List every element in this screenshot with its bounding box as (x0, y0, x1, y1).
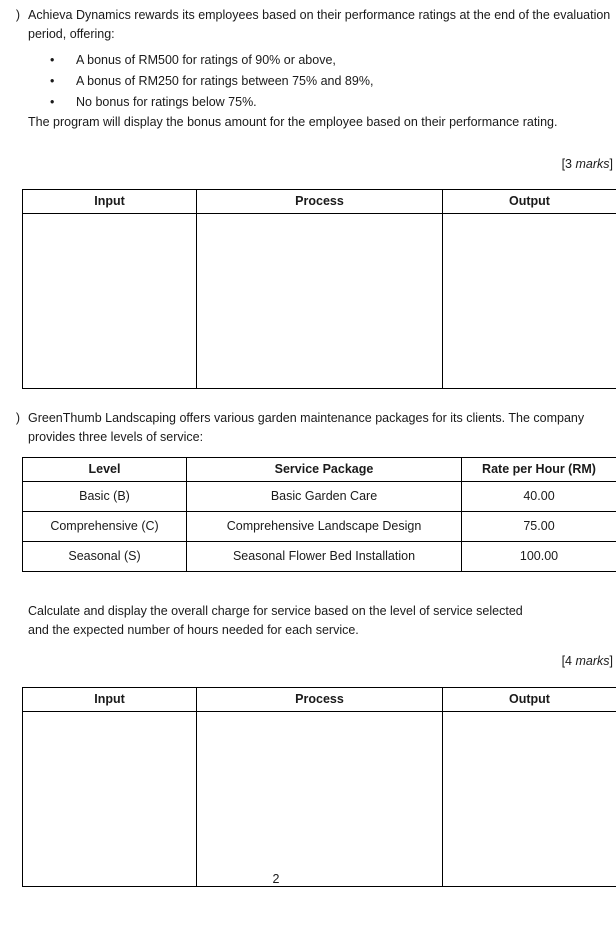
marks-close: ] (609, 157, 613, 171)
table-row (23, 542, 616, 572)
table-row (23, 482, 616, 512)
question-2-closing-body (28, 602, 614, 640)
question-2-body (28, 409, 614, 447)
cell-level: Basic (B) (23, 482, 187, 512)
page-number: 2 (272, 872, 280, 886)
list-item (28, 50, 614, 71)
list-item (28, 71, 614, 92)
list-item (28, 92, 614, 113)
marks-word: marks (575, 654, 610, 668)
table-row (23, 214, 616, 389)
question-1-marks (562, 155, 613, 174)
question-2-intro: GreenThumb Landscaping offers various garden maintenance packages for its clients. The company provides three levels of service: (28, 411, 585, 444)
marks-word: marks (575, 157, 610, 171)
table-row (23, 512, 616, 542)
ipo-table-2 (22, 687, 616, 887)
bullet-icon: • (50, 95, 55, 109)
question-2-closing-line-1: Calculate and display the overall charge for service based on the level of service selected (28, 604, 523, 618)
answer-cell-output[interactable] (443, 712, 616, 887)
answer-cell-process[interactable] (197, 214, 443, 389)
service-package-table (22, 457, 616, 572)
cell-package: Basic Garden Care (187, 482, 462, 512)
marks-open: [3 (561, 157, 576, 171)
column-header-input: Input (23, 190, 197, 214)
table-row (23, 712, 616, 887)
question-1-closing: The program will display the bonus amount for the employee based on their performance rating. (28, 115, 558, 129)
answer-cell-process[interactable] (197, 712, 443, 887)
column-header-process: Process (197, 190, 443, 214)
cell-package: Seasonal Flower Bed Installation (187, 542, 462, 572)
cell-rate: 75.00 (462, 512, 616, 542)
marks-open: [4 (561, 654, 576, 668)
ipo-table-1 (22, 189, 616, 389)
question-2-marks (562, 652, 613, 671)
table-header-row (23, 190, 616, 214)
column-header-rate-per-hour: Rate per Hour (RM) (462, 458, 616, 482)
bullet-icon: • (50, 74, 55, 88)
cell-level: Comprehensive (C) (23, 512, 187, 542)
answer-cell-output[interactable] (443, 214, 616, 389)
column-header-output: Output (443, 688, 616, 712)
cell-package: Comprehensive Landscape Design (187, 512, 462, 542)
column-header-input: Input (23, 688, 197, 712)
question-1-body (28, 6, 614, 132)
answer-cell-input[interactable] (23, 712, 197, 887)
marks-close: ] (609, 654, 613, 668)
question-1-bullet-list (28, 50, 614, 113)
cell-rate: 100.00 (462, 542, 616, 572)
cell-rate: 40.00 (462, 482, 616, 512)
cell-level: Seasonal (S) (23, 542, 187, 572)
question-block-1 (0, 6, 616, 132)
question-1-intro: Achieva Dynamics rewards its employees based on their performance ratings at the end of the evaluation period, offering: (28, 8, 611, 41)
column-header-service-package: Service Package (187, 458, 462, 482)
list-item-label: A bonus of RM500 for ratings of 90% or above, (76, 53, 336, 67)
list-item-label: No bonus for ratings below 75%. (76, 95, 257, 109)
table-header-row (23, 458, 616, 482)
column-header-level: Level (23, 458, 187, 482)
bullet-icon: • (50, 53, 55, 67)
list-item-label: A bonus of RM250 for ratings between 75% and 89%, (76, 74, 374, 88)
question-2-closing-block (0, 602, 616, 640)
question-2-label: ) (15, 411, 20, 425)
table-header-row (23, 688, 616, 712)
question-block-2 (0, 409, 616, 447)
column-header-output: Output (443, 190, 616, 214)
question-2-closing-line-2: and the expected number of hours needed for each service. (28, 623, 359, 637)
answer-cell-input[interactable] (23, 214, 197, 389)
question-1-label: ) (15, 8, 20, 22)
column-header-process: Process (197, 688, 443, 712)
